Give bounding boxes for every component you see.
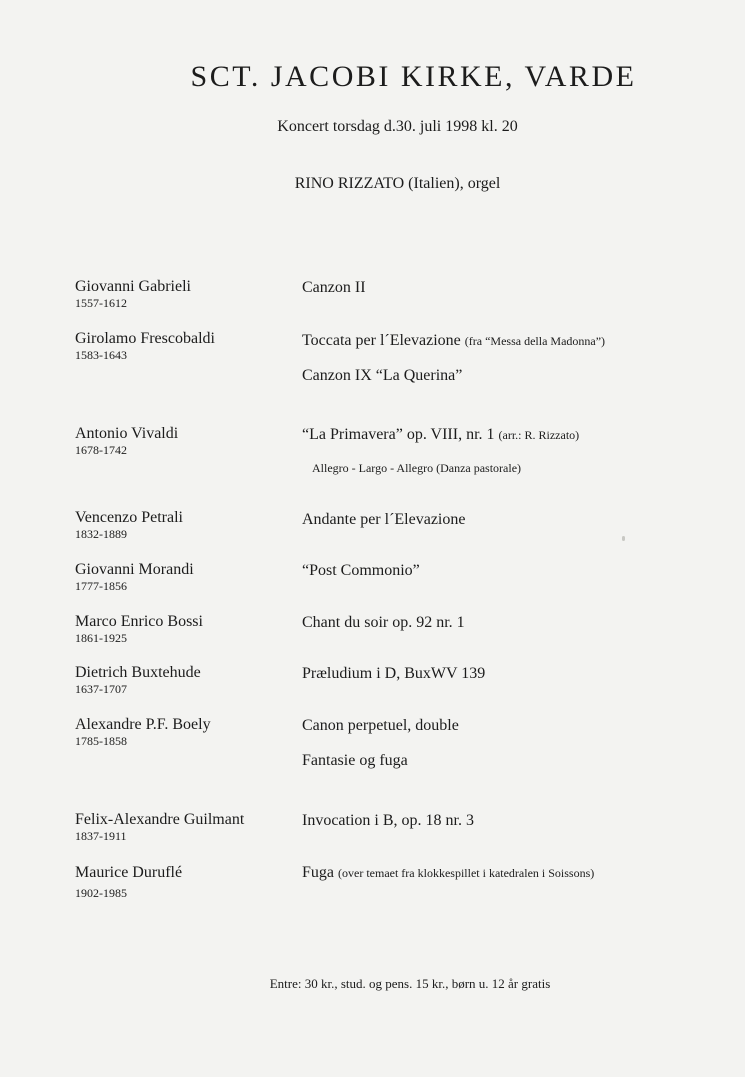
composer-years: 1637-1707	[75, 682, 127, 696]
work-movements: Allegro - Largo - Allegro (Danza pastorale)	[312, 461, 522, 475]
work-title-text: Toccata per l´Elevazione	[302, 332, 461, 349]
composer-name: Vencenzo Petrali	[75, 509, 183, 526]
composer-name: Girolamo Frescobaldi	[75, 330, 215, 347]
work-title: Canzon II	[302, 279, 366, 296]
work-title: Canon perpetuel, double	[302, 717, 459, 734]
work-title	[302, 426, 579, 444]
composer-years: 1678-1742	[75, 443, 127, 457]
composer-years: 1902-1985	[75, 886, 127, 900]
page-title: SCT. JACOBI KIRKE, VARDE	[190, 60, 637, 93]
composer-entry	[75, 509, 285, 541]
composer-entry	[75, 330, 285, 362]
work-title: Andante per l´Elevazione	[302, 511, 466, 528]
composer-name: Marco Enrico Bossi	[75, 613, 203, 630]
composer-years: 1837-1911	[75, 829, 127, 843]
composer-entry	[75, 613, 285, 645]
composer-name: Giovanni Morandi	[75, 561, 194, 578]
composer-name: Maurice Duruflé	[75, 864, 183, 881]
paper-speck	[622, 536, 625, 541]
composer-years: 1832-1889	[75, 527, 127, 541]
work-title: Fantasie og fuga	[302, 752, 408, 769]
work-title: Invocation i B, op. 18 nr. 3	[302, 812, 474, 829]
composer-entry	[75, 425, 285, 457]
work-title	[302, 864, 594, 882]
work-title: Chant du soir op. 92 nr. 1	[302, 614, 465, 631]
composer-years: 1777-1856	[75, 579, 127, 593]
composer-name: Dietrich Buxtehude	[75, 664, 201, 681]
concert-date: Koncert torsdag d.30. juli 1998 kl. 20	[277, 118, 518, 135]
work-title: Canzon IX “La Querina”	[302, 367, 463, 384]
composer-entry	[75, 278, 285, 310]
composer-entry	[75, 561, 285, 593]
work-title	[302, 332, 605, 350]
composer-years: 1785-1858	[75, 734, 127, 748]
composer-entry	[75, 664, 285, 696]
work-title-text: Fuga	[302, 864, 334, 881]
composer-years: 1583-1643	[75, 348, 127, 362]
admission-prices: Entre: 30 kr., stud. og pens. 15 kr., børn u. 12 år gratis	[269, 976, 551, 991]
work-title: Præludium i D, BuxWV 139	[302, 665, 486, 682]
composer-name: Antonio Vivaldi	[75, 425, 179, 442]
composer-name: Felix-Alexandre Guilmant	[75, 811, 245, 828]
work-title-text: “La Primavera” op. VIII, nr. 1	[302, 426, 495, 443]
composer-name: Alexandre P.F. Boely	[75, 716, 211, 733]
performer-line: RINO RIZZATO (Italien), orgel	[294, 175, 501, 192]
composer-entry	[75, 864, 285, 900]
composer-years: 1557-1612	[75, 296, 127, 310]
work-note: (over temaet fra klokkespillet i katedralen i Soissons)	[338, 866, 595, 880]
composer-entry	[75, 811, 285, 843]
work-note: (fra “Messa della Madonna”)	[464, 334, 606, 348]
work-note: (arr.: R. Rizzato)	[498, 428, 580, 442]
composer-years: 1861-1925	[75, 631, 127, 645]
composer-name: Giovanni Gabrieli	[75, 278, 191, 295]
work-title: “Post Commonio”	[302, 562, 420, 579]
composer-entry	[75, 716, 285, 748]
